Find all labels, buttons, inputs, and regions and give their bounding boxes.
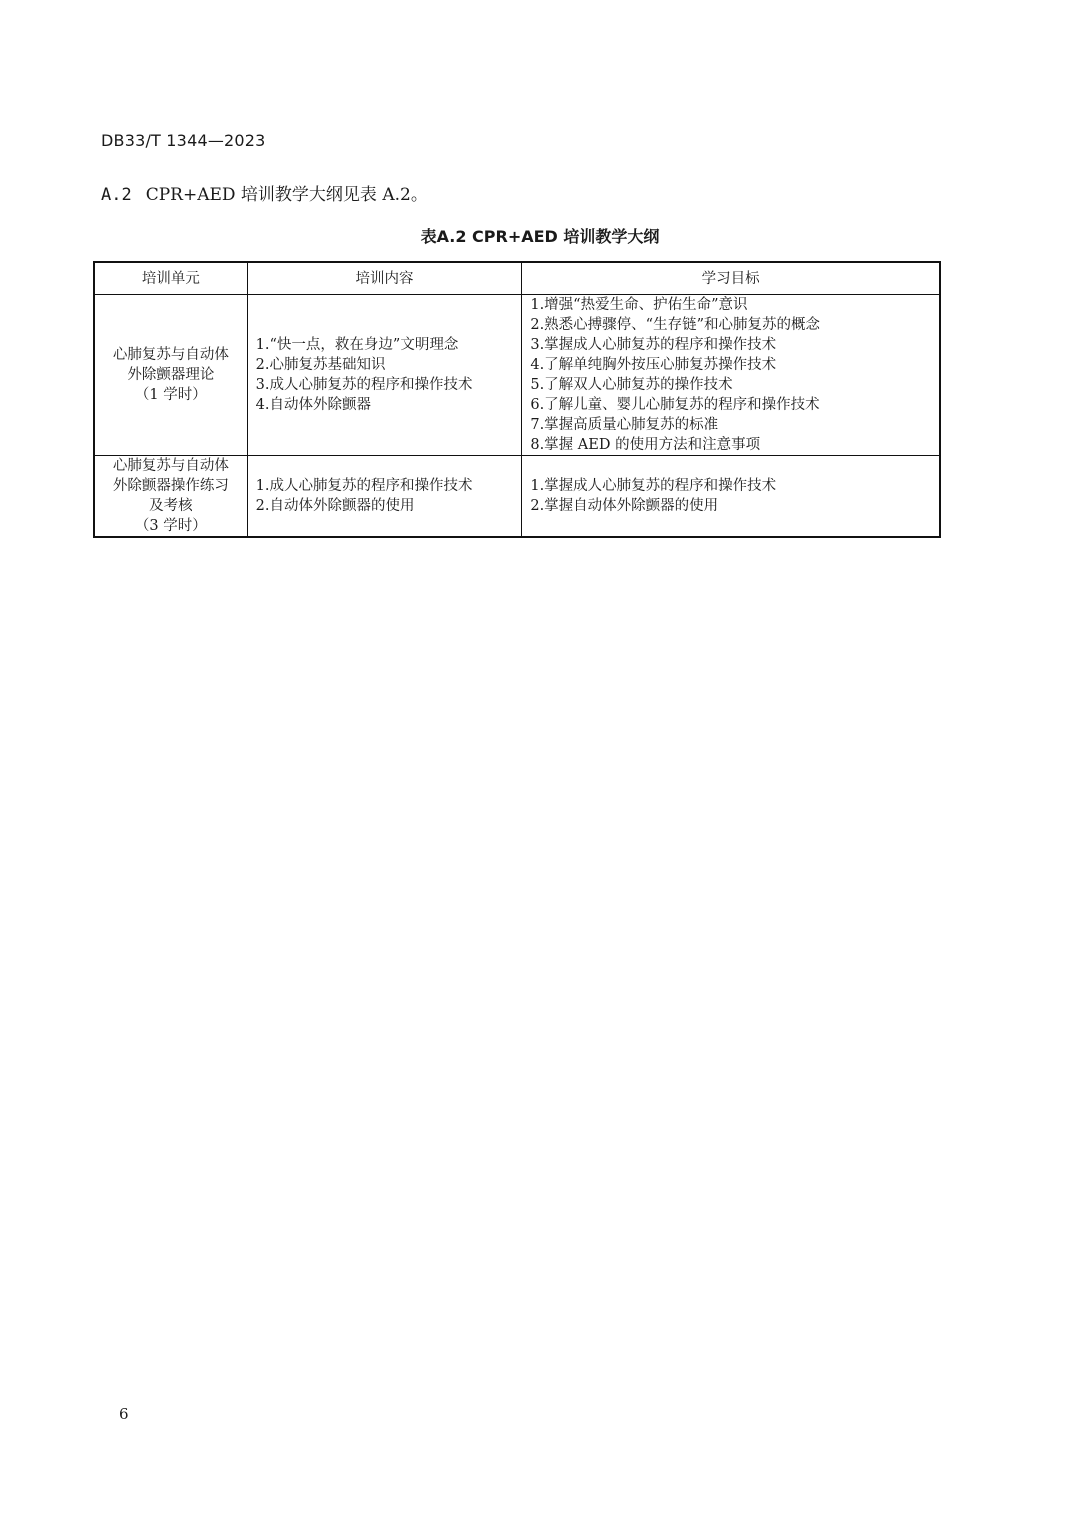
header-training-unit: 培训单元	[94, 262, 247, 295]
document-code: DB33/T 1344—2023	[101, 131, 266, 150]
goal-item: 4.了解单纯胸外按压心肺复苏操作技术	[530, 357, 777, 373]
table-row	[94, 295, 940, 456]
header-training-content: 培训内容	[247, 262, 522, 295]
page-number: 6	[119, 1405, 129, 1423]
header-learning-goals: 学习目标	[522, 262, 940, 295]
goal-item: 2.熟悉心搏骤停、“生存链”和心肺复苏的概念	[530, 317, 821, 333]
table-row	[94, 456, 940, 538]
training-outline-table	[93, 261, 941, 538]
goal-item: 5.了解双人心肺复苏的操作技术	[530, 377, 733, 393]
training-content-cell	[247, 295, 522, 456]
content-item: 2.心肺复苏基础知识	[255, 357, 386, 373]
unit-line: 外除颤器操作练习	[112, 478, 229, 494]
table-header-row	[94, 262, 940, 295]
training-unit-cell	[94, 456, 247, 538]
clause-paragraph	[101, 180, 428, 205]
unit-line: 及考核	[149, 498, 193, 514]
content-item: 1.“快一点，救在身边”文明理念	[255, 337, 459, 353]
unit-hours: （3 学时）	[134, 518, 207, 534]
goal-item: 8.掌握 AED 的使用方法和注意事项	[530, 437, 761, 453]
goal-item: 1.增强“热爱生命、护佑生命”意识	[530, 297, 748, 313]
content-item: 2.自动体外除颤器的使用	[255, 498, 415, 514]
goal-item: 3.掌握成人心肺复苏的程序和操作技术	[530, 337, 777, 353]
table-title: 表A.2 CPR+AED 培训教学大纲	[420, 227, 660, 246]
goal-item: 6.了解儿童、婴儿心肺复苏的程序和操作技术	[530, 397, 820, 413]
training-unit-cell	[94, 295, 247, 456]
unit-line: 心肺复苏与自动体	[112, 458, 229, 474]
goal-item: 1.掌握成人心肺复苏的程序和操作技术	[530, 478, 777, 494]
goal-item: 7.掌握高质量心肺复苏的标准	[530, 417, 719, 433]
learning-goals-cell	[522, 456, 940, 538]
training-content-cell	[247, 456, 522, 538]
clause-number: A.2	[101, 185, 132, 205]
goal-item: 2.掌握自动体外除颤器的使用	[530, 498, 719, 514]
learning-goals-cell	[522, 295, 940, 456]
content-item: 3.成人心肺复苏的程序和操作技术	[255, 377, 473, 393]
clause-text: CPR+AED 培训教学大纲见表 A.2。	[145, 185, 428, 205]
unit-line: 外除颤器理论	[127, 367, 215, 383]
content-item: 4.自动体外除颤器	[255, 397, 372, 413]
unit-line: 心肺复苏与自动体	[112, 347, 229, 363]
content-item: 1.成人心肺复苏的程序和操作技术	[255, 478, 473, 494]
unit-hours: （1 学时）	[134, 387, 207, 403]
